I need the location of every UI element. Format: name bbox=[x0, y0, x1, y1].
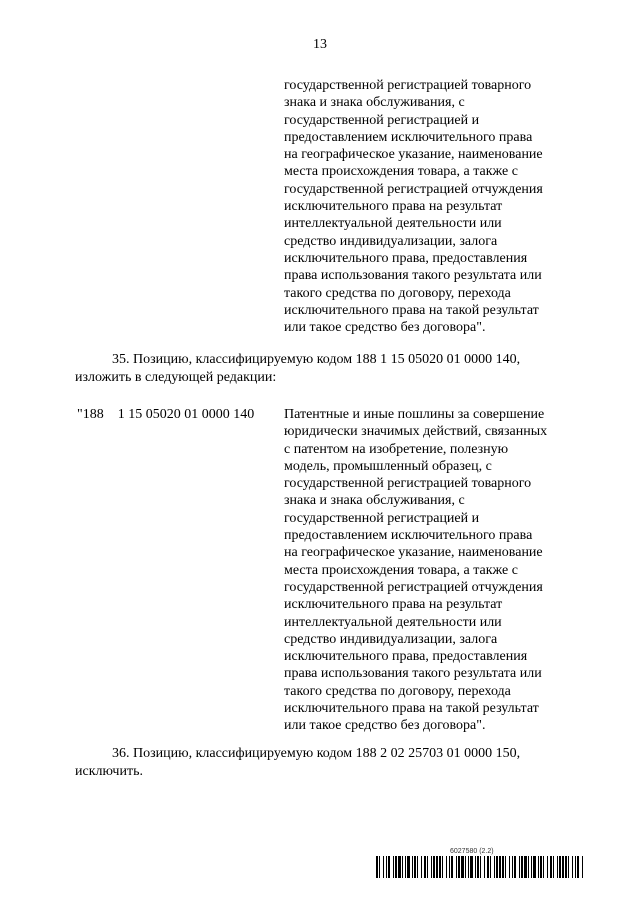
text-line: такого средства по договору, перехода bbox=[284, 683, 511, 699]
item-35-line: 35. Позицию, классифицируемую кодом 188 1 15 05020 01 0000 140, bbox=[112, 352, 521, 367]
barcode-number: 6027580 (2.2) bbox=[450, 848, 494, 855]
text-line: или такое средство без договора". bbox=[284, 718, 486, 734]
text-line: юридически значимых действий, связанных bbox=[284, 424, 548, 440]
text-line: предоставлением исключительного права bbox=[284, 129, 533, 145]
text-line: исключительного права на результат bbox=[284, 199, 503, 215]
text-line: государственной регистрацией и bbox=[284, 510, 480, 526]
text-line: интеллектуальной деятельности или bbox=[284, 216, 502, 232]
text-line: интеллектуальной деятельности или bbox=[284, 614, 502, 630]
text-line: такого средства по договору, перехода bbox=[284, 285, 511, 301]
item-35-line: изложить в следующей редакции: bbox=[75, 370, 277, 385]
page-number: 13 bbox=[313, 37, 327, 52]
text-line: исключительного права, предоставления bbox=[284, 250, 528, 266]
text-line: исключительного права на такой результат bbox=[284, 302, 539, 318]
text-line: знака и знака обслуживания, с bbox=[284, 493, 465, 509]
text-line: государственной регистрацией отчуждения bbox=[284, 181, 543, 197]
text-line: исключительного права на такой результат bbox=[284, 701, 539, 717]
barcode-image bbox=[376, 856, 586, 878]
text-line: государственной регистрацией товарного bbox=[284, 78, 532, 93]
text-line: права использования такого результата или bbox=[284, 268, 542, 284]
text-line: государственной регистрацией отчуждения bbox=[284, 579, 543, 595]
text-line: государственной регистрацией и bbox=[284, 112, 480, 128]
text-line: или такое средство без договора". bbox=[284, 320, 486, 336]
top-text-block bbox=[284, 77, 574, 336]
item-36-line: 36. Позицию, классифицируемую кодом 188 2 02 25703 01 0000 150, bbox=[112, 746, 521, 761]
item-36-line: исключить. bbox=[75, 764, 143, 779]
item-35-paragraph bbox=[75, 351, 570, 387]
text-line: места происхождения товара, а также с bbox=[284, 164, 518, 180]
text-line: средство индивидуализации, залога bbox=[284, 631, 498, 647]
text-line: с патентом на изобретение, полезную bbox=[284, 441, 509, 457]
text-line: права использования такого результата или bbox=[284, 666, 542, 682]
text-line: средство индивидуализации, залога bbox=[284, 233, 498, 249]
text-line: модель, промышленный образец, с bbox=[284, 458, 492, 474]
text-line: Патентные и иные пошлины за совершение bbox=[284, 407, 545, 422]
classification-code: "188 1 15 05020 01 0000 140 bbox=[77, 407, 255, 422]
text-line: предоставлением исключительного права bbox=[284, 528, 533, 544]
text-line: на географическое указание, наименование bbox=[284, 545, 543, 561]
text-line: исключительного права на результат bbox=[284, 597, 503, 613]
item-36-paragraph bbox=[75, 745, 570, 781]
text-line: знака и знака обслуживания, с bbox=[284, 95, 465, 111]
text-line: места происхождения товара, а также с bbox=[284, 562, 518, 578]
text-line: государственной регистрацией товарного bbox=[284, 476, 532, 492]
entry-description bbox=[284, 406, 574, 735]
text-line: на географическое указание, наименование bbox=[284, 147, 543, 163]
text-line: исключительного права, предоставления bbox=[284, 649, 528, 665]
